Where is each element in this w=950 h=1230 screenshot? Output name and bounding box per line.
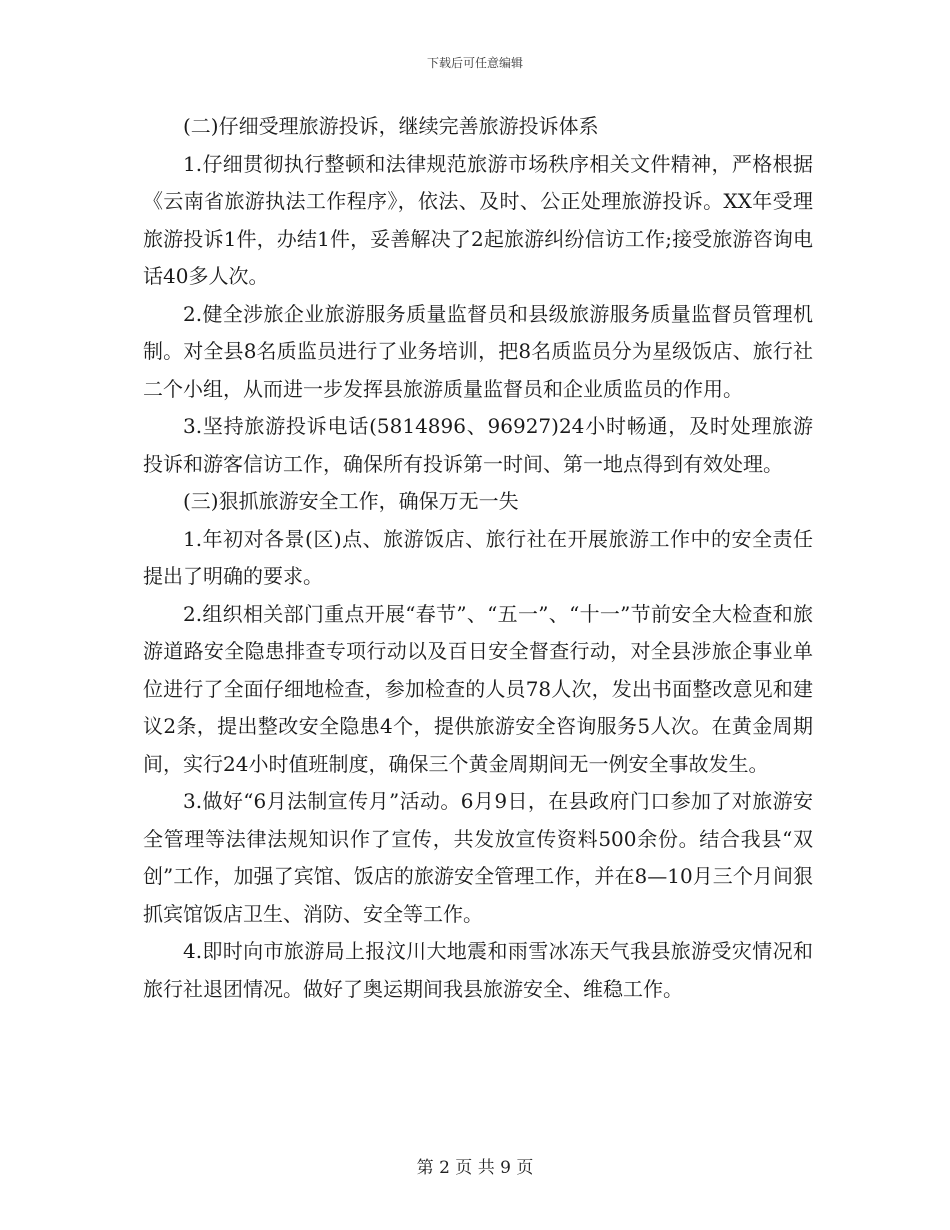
paragraph: 2.健全涉旅企业旅游服务质量监督员和县级旅游服务质量监督员管理机制。对全县8名质监员进行了业务培训，把8名质监员分为星级饭店、旅行社二个小组，从而进一步发挥县旅游质量监督员和企业质监员的作用。 <box>143 301 813 401</box>
page-header: 下载后可任意编辑 <box>426 56 523 70</box>
paragraph: 3.坚持旅游投诉电话(5814896、96927)24小时畅通，及时处理旅游投诉和游客信访工作，确保所有投诉第一时间、第一地点得到有效处理。 <box>143 414 813 476</box>
page-number: 第 2 页 共 9 页 <box>416 1158 534 1178</box>
section-heading-complaints: (二)仔细受理旅游投诉，继续完善旅游投诉体系 <box>183 114 599 138</box>
document-body <box>143 108 813 1008</box>
paragraph: 2.组织相关部门重点开展“春节”、“五一”、“十一”节前安全大检查和旅游道路安全隐患排查专项行动以及百日安全督查行动，对全县涉旅企事业单位进行了全面仔细地检查，参加检查的人员78人次，发出书面整改意见和建议2条，提出整改安全隐患4个，提供旅游安全咨询服务5人次。在黄金周期间，实行24小时值班制度，确保三个黄金周期间无一例安全事故发生。 <box>143 601 813 776</box>
paragraph: 3.做好“6月法制宣传月”活动。6月9日，在县政府门口参加了对旅游安全管理等法律法规知识作了宣传，共发放宣传资料500余份。结合我县“双创”工作，加强了宾馆、饭店的旅游安全管理工作，并在8—10月三个月间狠抓宾馆饭店卫生、消防、安全等工作。 <box>143 789 813 926</box>
paragraph: 4.即时向市旅游局上报汶川大地震和雨雪冰冻天气我县旅游受灾情况和旅行社退团情况。做好了奥运期间我县旅游安全、维稳工作。 <box>143 939 813 1001</box>
paragraph: 1.年初对各景(区)点、旅游饭店、旅行社在开展旅游工作中的安全责任提出了明确的要求。 <box>143 526 813 588</box>
paragraph: 1.仔细贯彻执行整顿和法律规范旅游市场秩序相关文件精神，严格根据《云南省旅游执法工作程序》，依法、及时、公正处理旅游投诉。XX年受理旅游投诉1件，办结1件，妥善解决了2起旅游纠纷信访工作;接受旅游咨询电话40多人次。 <box>143 151 813 288</box>
section-heading-safety: (三)狠抓旅游安全工作，确保万无一失 <box>183 489 519 513</box>
